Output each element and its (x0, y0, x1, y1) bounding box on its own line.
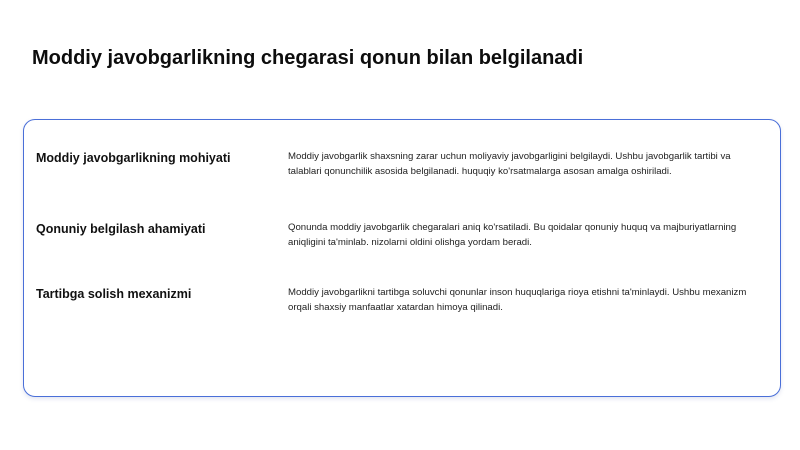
slide-title: Moddiy javobgarlikning chegarasi qonun bilan belgilanadi (32, 47, 584, 69)
row-heading: Qonuniy belgilash ahamiyati (36, 222, 206, 236)
row-description: Moddiy javobgarlik shaxsning zarar uchun moliyaviy javobgarligini belgilaydi. Ushbu javobgarlik tartibi va talablari qonunchilik asosida belgilanadi. huquqiy ko'rsatmalarga asosan amalga oshiriladi. (288, 151, 731, 177)
row-heading: Tartibga solish mexanizmi (36, 287, 192, 301)
row-description: Qonunda moddiy javobgarlik chegaralari aniq ko'rsatiladi. Bu qoidalar qonuniy huquq va majburiyatlarning aniqligini ta'minlab. nizolarni oldini olishga yordam beradi. (288, 222, 737, 248)
content-card (23, 119, 781, 397)
row-heading: Moddiy javobgarlikning mohiyati (36, 151, 231, 165)
row-description: Moddiy javobgarlikni tartibga soluvchi qonunlar inson huquqlariga rioya etishni ta'minlaydi. Ushbu mexanizm orqali shaxsiy manfaatlar xatardan himoya qilinadi. (288, 287, 747, 313)
